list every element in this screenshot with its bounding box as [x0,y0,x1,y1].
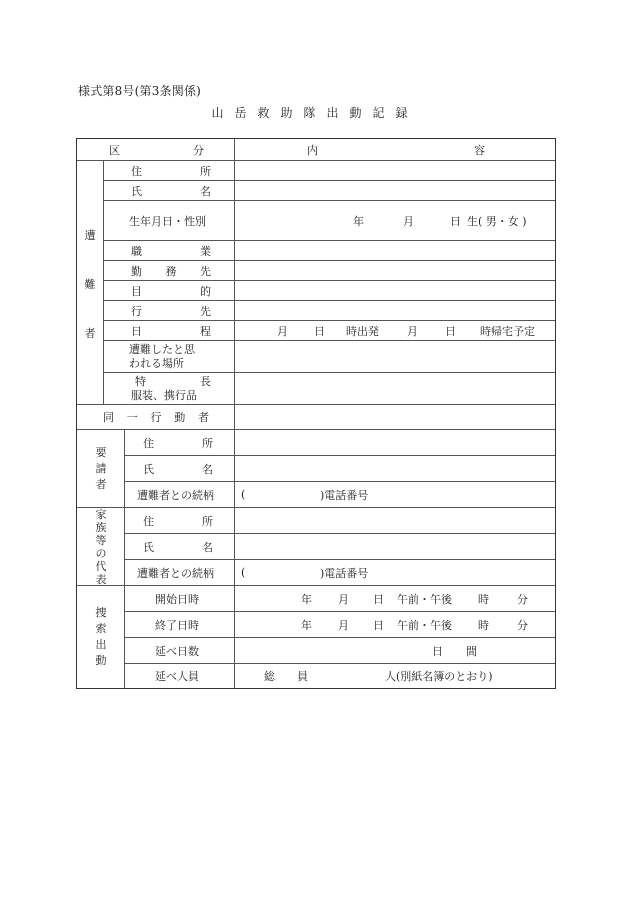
victim-schedule-value: 月 日 時出発 月 日 時帰宅予定 [277,324,535,338]
rescue-days-value: 日 間 [432,644,477,658]
requester-group-label: 要 請 者 [95,445,107,491]
rescue-people-value: 総 員 人(別紙名簿のとおり) [264,670,493,683]
family-address-label: 住 所 [143,514,213,528]
record-table [76,138,556,689]
document-title: 山岳救助隊出動記録 [211,106,419,120]
rescue-group-label: 捜 索 出 動 [95,606,107,667]
rescue-start-label: 開始日時 [155,592,199,606]
victim-name-label: 氏 名 [131,184,211,198]
family-relation-label: 遭難者との続柄 [137,566,214,580]
requester-address-label: 住 所 [143,436,213,450]
requester-name-label: 氏 名 [143,462,213,476]
victim-accident-place-label: 遭難したと思 われる場所 [129,342,195,370]
rescue-end-value: 年 月 日 午前・午後 時 分 [301,618,528,632]
victim-destination-label: 行 先 [131,304,211,318]
victim-birth-sex-label: 生年月日・性別 [129,214,206,228]
victim-address-label: 住 所 [131,164,211,178]
victim-workplace-label: 勤 務 先 [131,264,211,278]
rescue-end-label: 終了日時 [155,618,199,632]
victim-group-label: 遭 難 者 [84,229,96,340]
form-number: 様式第8号(第3条関係) [78,84,202,98]
victim-features-label: 特 長 服装、携行品 [131,374,211,402]
rescue-start-value: 年 月 日 午前・午後 時 分 [301,592,528,606]
family-name-label: 氏 名 [143,540,213,554]
victim-occupation-label: 職 業 [131,244,211,258]
rescue-days-label: 延べ日数 [155,644,199,658]
column-header-category: 区 分 [109,144,204,157]
column-header-content: 内 容 [307,144,485,157]
victim-purpose-label: 目 的 [131,284,211,298]
companions-label: 同 一 行 動 者 [103,411,209,424]
victim-birth-sex-value: 年 月 日 生( 男・女 ) [353,214,527,228]
requester-relation-label: 遭難者との続柄 [137,488,214,502]
family-relation-value: ( )電話番号 [241,566,369,580]
rescue-people-label: 延べ人員 [155,670,199,683]
victim-schedule-label: 日 程 [131,324,211,338]
requester-relation-value: ( )電話番号 [241,488,369,502]
family-group-label: 家 族 等 の 代 表 [95,507,107,586]
